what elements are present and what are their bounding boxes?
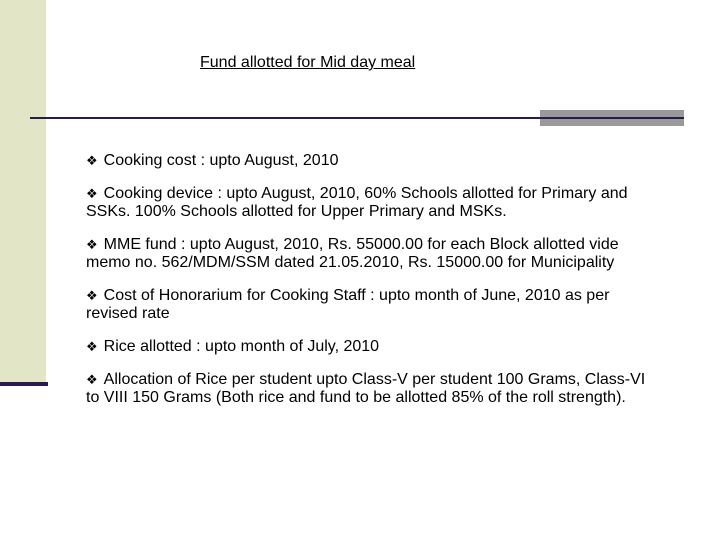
list-item: [86, 152, 646, 170]
bullet-text: Allocation of Rice per student upto Class-V per student 100 Grams, Class-VI to VIII 150 Grams (Both rice and fund to be allotted 85% of the roll strength).: [86, 371, 646, 406]
diamond-bullet-icon: ❖: [86, 288, 98, 303]
diamond-bullet-icon: ❖: [86, 153, 98, 168]
bullet-text: MME fund : upto August, 2010, Rs. 55000.00 for each Block allotted vide memo no. 562/MDM/SSM dated 21.05.2010, Rs. 15000.00 for Municipality: [86, 236, 619, 271]
bullet-text: Rice allotted : upto month of July, 2010: [103, 338, 380, 355]
bullet-text: Cooking device : upto August, 2010, 60% Schools allotted for Primary and SSKs. 100% Schools allotted for Upper Primary and MSKs.: [86, 185, 628, 220]
list-item: [86, 236, 646, 272]
left-decorative-bar: [0, 0, 46, 382]
list-item: [86, 185, 646, 221]
list-item: [86, 338, 646, 356]
bullet-list: [86, 152, 646, 422]
title-divider-accent: [540, 110, 684, 126]
diamond-bullet-icon: ❖: [86, 372, 98, 387]
list-item: [86, 287, 646, 323]
diamond-bullet-icon: ❖: [86, 237, 98, 252]
bullet-text: Cost of Honorarium for Cooking Staff : upto month of June, 2010 as per revised rate: [86, 287, 610, 322]
bullet-text: Cooking cost : upto August, 2010: [103, 152, 339, 169]
title-divider-line: [30, 117, 540, 119]
list-item: [86, 371, 646, 407]
diamond-bullet-icon: ❖: [86, 339, 98, 354]
left-bar-underline: [0, 382, 48, 386]
diamond-bullet-icon: ❖: [86, 186, 98, 201]
slide-title: Fund allotted for Mid day meal: [200, 54, 416, 71]
